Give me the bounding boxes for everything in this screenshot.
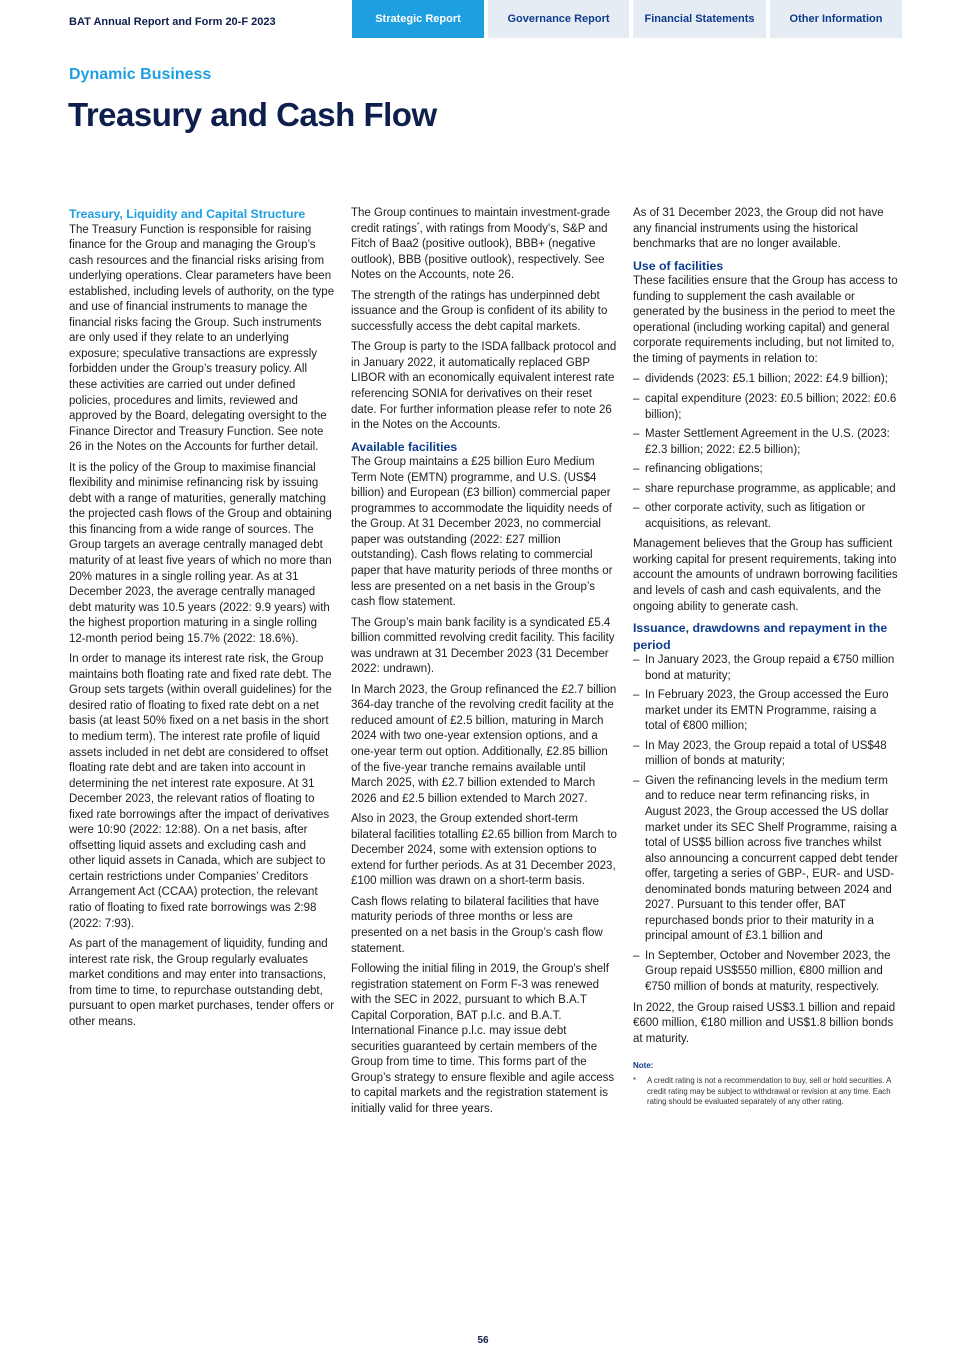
paragraph: As of 31 December 2023, the Group did not have any financial instruments using the historical benchmarks that are no longer available.: [633, 207, 884, 251]
column-3: [633, 206, 899, 1107]
heading-issuance-drawdowns: Issuance, drawdowns and repayment in the period: [633, 621, 888, 652]
list-item: – refinancing obligations;: [633, 462, 899, 478]
text-run: The Group continues to maintain investment-grade credit ratings: [351, 207, 610, 235]
paragraph: In 2022, the Group raised US$3.1 billion and repaid €600 million, €180 million and US$1.8 billion bonds at maturity.: [633, 1001, 896, 1045]
use-of-facilities-list: [633, 372, 899, 532]
list-item: – Master Settlement Agreement in the U.S. (2023: £2.3 billion; 2022: £2.5 billion);: [633, 427, 899, 458]
report-section-tabs: [352, 0, 902, 38]
paragraph-credit-ratings: [351, 206, 617, 284]
tab-strategic-report[interactable]: Strategic Report: [352, 0, 484, 38]
list-item: – capital expenditure (2023: £0.5 billion; 2022: £0.6 billion);: [633, 392, 899, 423]
issuance-list: [633, 653, 899, 995]
tab-governance-report[interactable]: Governance Report: [488, 0, 629, 38]
column-2: [351, 206, 617, 1123]
page-title: Treasury and Cash Flow: [68, 96, 437, 133]
list-item: – share repurchase programme, as applicable; and: [633, 482, 899, 498]
text-run: , with ratings from Moody's, S&P and Fitch of Baa2 (positive outlook), BBB+ (negative outlook), BBB (positive outlook), respectively. See Notes on the Accounts, note 26.: [351, 222, 608, 282]
paragraph: The Group’s main bank facility is a syndicated £5.4 billion committed revolving credit facility. This facility was undrawn at 31 December 2023 (31 December 2022: undrawn).: [351, 616, 615, 676]
paragraph: In March 2023, the Group refinanced the £2.7 billion 364-day tranche of the revolving credit facility at the reduced amount of £2.5 billion, maturing in March 2024 with two one-year extension options, and a one-year term out option. Additionally, £2.85 billion of the five-year tranche remains available until March 2025, with £2.7 billion extended to March 2026 and £2.5 billion extended to March 2027.: [351, 683, 617, 805]
page-number: 56: [477, 1335, 489, 1346]
paragraph: The strength of the ratings has underpinned debt issuance and the Group is confident of its ability to successfully access the debt capital markets.: [351, 289, 608, 333]
list-item: – dividends (2023: £5.1 billion; 2022: £4.9 billion);: [633, 372, 899, 388]
footnote-marker: *: [416, 221, 420, 229]
paragraph: These facilities ensure that the Group has access to funding to supplement the cash available or generated by the business in the period to meet the operational (including working capital) and general corporate requirements including, but not limited to, the timing of payments in relation to:: [633, 275, 898, 365]
list-item: – Given the refinancing levels in the medium term and to reduce near term refinancing risks, in August 2023, the Group accessed the US dollar market under its SEC Shelf Programme, raising a total of US$5 billion across five tranches whilst also announcing a concurrent capped debt tender offer, targeting a series of GBP-, EUR- and USD-denominated bonds maturing between 2024 and 2027. Pursuant to this tender offer, BAT repurchased bonds prior to their maturity in a principal amount of £3.1 billion and: [633, 774, 899, 945]
list-item: – In September, October and November 2023, the Group repaid US$550 million, €800 million and €750 million of bonds at maturity, respectively.: [633, 949, 899, 996]
list-item: – In May 2023, the Group repaid a total of US$48 million of bonds at maturity;: [633, 739, 899, 770]
footnote: [633, 1076, 899, 1107]
paragraph: Following the initial filing in 2019, the Group's shelf registration statement on Form F-3 was renewed with the SEC in 2022, pursuant to which B.A.T Capital Corporation, BAT p.l.c. and B.A.T. International Finance p.l.c. may issue debt securities guaranteed by certain members of the Group from time to time. This forms part of the Group’s strategy to ensure flexible and agile access to capital markets and the registration statement is initially valid for three years.: [351, 963, 615, 1116]
paragraph: The Treasury Function is responsible for raising finance for the Group and managing the Group’s cash resources and the financial risks arising from underlying operations. Clear parameters have been established, including levels of authority, on the type and use of financial instruments to manage the financial risks facing the Group. Such instruments are only used if they relate to an underlying exposure; speculative transactions are expressly forbidden under the Group’s treasury policy. All these activities are carried out under defined policies, procedures and limits, reviewed and approved by the Board, delegating oversight to the Finance Director and Treasury Function. See note 26 in the Notes on the Accounts for further detail.: [69, 223, 335, 454]
paragraph: As part of the management of liquidity, funding and interest rate risk, the Group regularly evaluates market conditions and may enter into transactions, from time to time, to repurchase outstanding debt, pursuant to open market purchases, tender offers or other means.: [69, 938, 335, 1028]
paragraph: The Group is party to the ISDA fallback protocol and in January 2022, it automatically replaced GBP LIBOR with an economically equivalent interest rate referencing SONIA for derivatives on their reset date. For further information please refer to note 26 in the Notes on the Accounts.: [351, 341, 617, 432]
column-1: [69, 206, 335, 1035]
heading-use-of-facilities: Use of facilities: [633, 258, 724, 273]
tab-other-information[interactable]: Other Information: [770, 0, 902, 38]
paragraph: In order to manage its interest rate risk, the Group maintains both floating rate and fixed rate debt. The Group sets targets (within overall guidelines) for the desired ratio of floating to fixed rate debt on a net basis (at least 50% fixed on a net basis in the short to medium term). The interest rate profile of liquid assets included in net debt are considered to offset floating rate debt and are taken into account in determining the net interest rate exposure. At 31 December 2023, the relevant ratios of floating to fixed rate borrowings after the impact of derivatives were 10:90 (2022: 12:88). On a net basis, after offsetting liquid assets and excluding cash and other liquid assets in Canada, which are subject to certain restrictions under Companies’ Creditors Arrangement Act (CCAA) protection, the relevant ratio of floating to fixed rate borrowings was 2:98 (2022: 7:93).: [69, 653, 332, 930]
list-item: – In January 2023, the Group repaid a €750 million bond at maturity;: [633, 653, 899, 684]
note-heading: Note:: [633, 1061, 654, 1071]
heading-treasury-liquidity: Treasury, Liquidity and Capital Structure: [69, 207, 306, 221]
paragraph: Also in 2023, the Group extended short-term bilateral facilities totalling £2.65 billion from March to December 2024, some with extension options to extend for further periods. As at 31 December 2023, £100 million was drawn on a short-term basis.: [351, 813, 617, 888]
report-title: BAT Annual Report and Form 20-F 2023: [69, 16, 276, 28]
paragraph: It is the policy of the Group to maximise financial flexibility and minimise refinancing risk by issuing debt with a range of maturities, generally matching the projected cash flows of the Group and obtaining this financing from a wide range of sources. The Group targets an average centrally managed debt maturity of at least five years of which no more than 20% matures in a single rolling year. As at 31 December 2023, the average centrally managed debt maturity was 10.5 years (2022: 9.9 years) with the highest proportion maturing in a single rolling 12-month period being 15.7% (2022: 18.6%).: [69, 461, 332, 645]
list-item: – other corporate activity, such as litigation or acquisitions, as relevant.: [633, 501, 899, 532]
paragraph: The Group maintains a £25 billion Euro Medium Term Note (EMTN) programme, and U.S. (US$4 billion) and European (£3 billion) commercial paper programmes to accommodate the liquidity needs of the Group. At 31 December 2023, no commercial paper was outstanding (2022: £27 million outstanding). Cash flows relating to commercial paper that have maturity periods of three months or less are presented on a net basis in the Group’s cash flow statement.: [351, 456, 613, 609]
footnote-marker: *: [633, 1076, 637, 1086]
paragraph: Management believes that the Group has sufficient working capital for present requirements, taking into account the amounts of undrawn borrowing facilities and levels of cash and cash equivalents, and the ongoing ability to generate cash.: [633, 538, 898, 613]
tab-financial-statements[interactable]: Financial Statements: [633, 0, 766, 38]
footnote-text: A credit rating is not a recommendation to buy, sell or hold securities. A credit rating may be subject to withdrawal or revision at any time. Each rating should be evaluated separately of any other rating.: [647, 1076, 891, 1106]
list-item: – In February 2023, the Group accessed the Euro market under its EMTN Programme, raising a total of €800 million;: [633, 688, 899, 735]
section-label: Dynamic Business: [69, 66, 212, 83]
heading-available-facilities: Available facilities: [351, 439, 458, 454]
paragraph: Cash flows relating to bilateral facilities that have maturity periods of three months or less are presented on a net basis in the Group’s cash flow statement.: [351, 895, 603, 955]
